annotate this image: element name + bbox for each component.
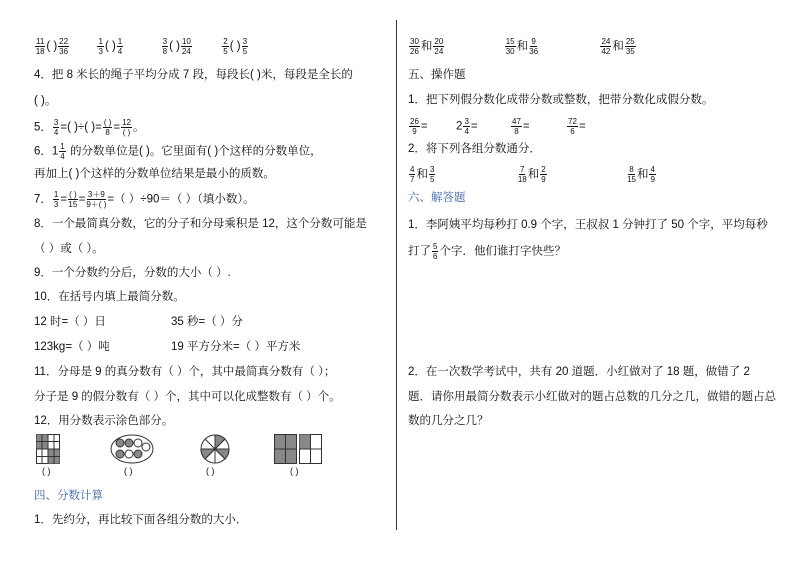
question-10-b: 35 秒=（ ）分 [171,316,243,328]
text-segment: 2 [456,120,463,133]
text-segment: 。 [133,121,145,134]
question-11-line-2: 分子是 9 的假分数有（ ）个，其中可以化成整数有（ ）个。 [34,391,341,403]
answer-blank[interactable]: ( ) [42,466,51,476]
text-segment: 10 [181,37,191,46]
section-5-question-2: 2．将下列各组分数通分． [408,143,541,155]
section-6-question-1-line-2 [408,242,566,261]
text-segment: 3＋9 [87,190,105,199]
text-segment: 8 [162,47,168,56]
question-7: 7． $\frac{1}{3}$ = $\frac{( )}{15}$ = $\frac{3+9}{9+( )}$ =（ ）÷90＝（ ）（填小数）。 [34,190,255,209]
text-segment: 4 [60,152,65,161]
text-segment: 和 [416,168,428,181]
text-segment: =( )÷( )= [60,121,102,134]
text-segment: 26 [410,47,419,56]
fraction [117,37,123,56]
section-6-heading: 六、解答题 [408,192,466,204]
text-segment: 26 [410,117,419,126]
text-segment: 9 [412,127,417,136]
text-segment: 3 [464,117,469,126]
text-segment: = [578,120,586,133]
text-segment: 的分数单位是( )。它里面有( )个这样的分数单位， [66,145,322,158]
fraction [429,165,435,184]
text-segment: = [420,120,428,133]
text-segment: 5 [433,242,438,251]
text-segment: 3 [98,47,103,56]
text-segment: 30 [410,37,419,46]
text-segment: 4 [464,127,469,136]
text-segment: 7 [410,175,415,184]
fraction [222,37,228,56]
text-segment: 18 [35,47,45,56]
text-segment: 22 [59,37,69,46]
text-segment: 36 [529,47,539,56]
text-segment: 1 [117,37,123,46]
text-segment: 30 [505,47,515,56]
compare-pairs-row [408,37,637,56]
text-segment: 6 [433,252,438,261]
text-segment: 6．1 [34,145,59,158]
text-segment: 3 [53,200,59,209]
text-segment: = [113,121,121,134]
fraction [409,165,415,184]
fraction [242,37,248,56]
fraction [540,165,546,184]
text-segment: 8 [629,165,634,174]
text-segment: 个字．他们谁打字快些？ [439,245,566,258]
text-segment: 24 [181,47,191,56]
fraction [58,37,69,56]
text-segment: 25 [625,37,635,46]
section-5-heading: 五、操作题 [408,69,466,81]
fraction [53,190,59,209]
text-segment: 和 [612,40,624,53]
question-11-line-1: 11．分母是 9 的真分数有（ ）个，其中最简真分数有（ ）； [34,366,336,378]
fraction [432,242,438,261]
question-6-line-1 [34,142,322,161]
fraction [68,190,78,209]
fraction [181,37,192,56]
text-segment: 15 [68,200,78,209]
text-segment: ( ) [103,118,112,127]
section-6-question-2-line-1: 2．在一次数学考试中，共有 20 道题．小红做对了 18 题，做错了 2 [408,366,750,378]
text-segment: 打了 [408,245,431,258]
answer-blank[interactable]: ( ) [206,466,215,476]
question-10-d: 19 平方分米=（ ）平方米 [171,341,301,353]
answer-blank[interactable]: ( ) [124,466,133,476]
text-segment: 2 [541,165,546,174]
text-segment: 5 [223,47,228,56]
text-segment: 9 [541,175,546,184]
text-segment: 5 [242,47,248,56]
fraction [567,117,578,136]
text-segment: 4 [117,47,123,56]
text-segment: 1 [53,190,59,199]
pie-figure [200,434,230,476]
question-4-line-1: 4．把 8 米长的绳子平均分成 7 段，每段长( )米，每段是全长的 [34,69,353,81]
section-6-question-2-line-2: 题．请你用最简分数表示小红做对的题占总数的几分之几，做错的题占总 [408,391,776,403]
section-5-question-1: 1．把下列假分数化成带分数或整数，把带分数化成假分数。 [408,94,714,106]
text-segment: 4 [650,165,655,174]
fraction [121,118,132,137]
text-segment: 8 [105,128,110,137]
text-segment: 8 [514,127,519,136]
grid-figure-1 [36,434,60,476]
text-segment: 12 [122,118,131,127]
question-12: 12．用分数表示涂色部分。 [34,415,174,427]
text-segment: 1 [60,142,65,151]
left-column [34,0,389,561]
question-10-c: 123kg=（ ）吨 [34,341,110,353]
text-segment: 24 [601,37,611,46]
grid-figure-2 [274,434,322,476]
answer-blank[interactable]: ( ) [169,40,180,53]
text-segment: 4 [410,165,415,174]
text-segment: 3 [53,118,59,127]
question-9: 9．一个分数约分后，分数的大小（ ）. [34,267,231,279]
fraction [35,37,45,56]
fraction [103,118,113,137]
text-segment: 24 [434,47,444,56]
fraction [53,118,59,137]
common-denominator-row [408,165,657,184]
question-4-line-2: ( )。 [34,95,57,107]
fraction [463,117,469,136]
question-6-line-2: 再加上( )个这样的分数单位结果是最小的质数。 [34,168,275,180]
text-segment: 11 [36,37,45,46]
fraction [86,190,106,209]
convert-row [408,117,586,136]
text-segment: 3 [242,37,248,46]
text-segment: 36 [59,47,69,56]
question-10-a: 12 时=（ ）日 [34,316,106,328]
answer-blank[interactable]: ( ) [290,466,299,476]
circles-figure [110,434,154,476]
fraction [600,37,611,56]
text-segment: 47 [512,117,521,126]
right-column [408,0,778,561]
fraction [433,37,444,56]
question-8-line-1: 8．一个最简真分数，它的分子和分母乘积是 12，这个分数可能是 [34,218,367,230]
text-segment: 15 [505,37,515,46]
text-segment: 20 [434,37,444,46]
fraction [162,37,168,56]
question-10: 10．在括号内填上最简分数。 [34,291,185,303]
fraction [409,37,420,56]
text-segment: ( ) [122,128,131,137]
text-segment: 42 [601,47,611,56]
text-segment: 7 [520,165,525,174]
text-segment: 和 [527,168,540,181]
text-segment: 和 [636,168,649,181]
text-segment: 2 [223,37,228,46]
fraction [625,37,636,56]
text-segment: =（ ）÷90＝（ ）（填小数）。 [107,193,255,206]
text-segment: 和 [516,40,529,53]
text-segment: = [60,193,68,206]
section-6-question-2-line-3: 数的几分之几？ [408,415,489,427]
answer-blank[interactable]: ( ) [229,40,241,53]
text-segment: 35 [625,47,635,56]
text-segment: 72 [568,117,577,126]
text-segment: 5 [429,175,435,184]
fraction [518,165,527,184]
fraction [505,37,516,56]
text-segment: 9＋( ) [86,200,107,209]
fraction [59,142,65,161]
text-segment: 18 [517,175,527,184]
text-segment: 4 [53,128,59,137]
text-segment: = [78,193,86,206]
answer-blank[interactable]: ( ) [46,40,58,53]
column-divider [396,20,397,530]
text-segment: 15 [627,175,636,184]
text-segment: = [522,120,530,133]
section-6-question-1-line-1: 1．李阿姨平均每秒打 0.9 个字，王叔叔 1 分钟打了 50 个字，平均每秒 [408,219,768,231]
fraction [409,117,420,136]
section-4-question-1: 1．先约分，再比较下面各组分数的大小． [34,514,248,526]
text-segment: ( ) [69,190,77,199]
text-segment: 9 [650,175,655,184]
text-segment: 9 [531,37,536,46]
question-5 [34,118,145,137]
fraction [511,117,522,136]
text-segment: 和 [420,40,433,53]
fraction [97,37,103,56]
fraction [627,165,636,184]
text-segment: 3 [429,165,435,174]
question-8-line-2: （ ）或（ ）。 [34,243,104,255]
answer-blank[interactable]: ( ) [104,40,116,53]
fraction [529,37,538,56]
text-segment: 3 [162,37,168,46]
section-4-heading: 四、分数计算 [34,490,103,502]
text-segment: 6 [570,127,575,136]
compare-row [34,37,249,56]
text-segment: 5． [34,121,52,134]
text-segment: 1 [98,37,103,46]
text-segment: = [470,120,478,133]
fraction [649,165,655,184]
